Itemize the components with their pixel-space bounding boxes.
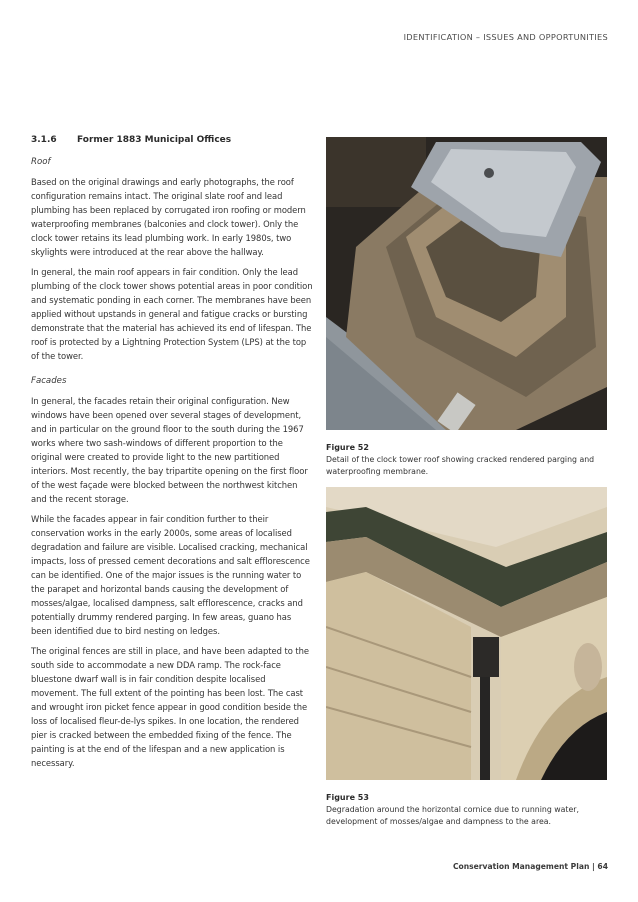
cornice-image [326,487,607,780]
figure-label: Figure 53 [326,793,369,802]
subhead-facades: Facades [31,376,67,386]
section-title: Former 1883 Municipal Offices [77,135,232,145]
clock-tower-photo [326,137,607,430]
subhead-roof: Roof [31,157,51,167]
paragraph: In general, the main roof appears in fair condition. Only the lead plumbing of the clock tower shows potential areas in poor condition and systematic ponding in each corner. The membranes have been applied without upstands in general and fatigue cracks or bursting demonstrate that the material has achieved its end of lifespan. The roof is protected by a Lightning Protection System (LPS) at the top of the tower. [31,267,313,361]
cornice-photo [326,487,607,780]
paragraph: Based on the original drawings and early photographs, the roof configuration remains intact. The original slate roof and lead plumbing has been replaced by corrugated iron roofing or modern waterproofing membranes (balconies and clock tower). Only the clock tower retains its lead plumbing work. In early 1980s, two skylights were introduced at the rear above the hallway. [31,177,306,257]
figure-53 [326,487,607,828]
section-heading [31,134,313,147]
figure-caption: Degradation around the horizontal cornice due to running water, development of mosses/algae and dampness to the area. [326,805,579,826]
body-column [31,134,313,776]
paragraph: The original fences are still in place, and have been adapted to the south side to accommodate a new DDA ramp. The rock-face bluestone dwarf wall is in fair condition despite localised movement. The full extent of the pointing has been lost. The cast and wrought iron picket fence appear in good condition beside the loss of localised fleur-de-lys spikes. In one location, the rendered pier is cracked between the embedded fixing of the fence. The painting is at the end of the lifespan and a new application is necessary. [31,646,309,768]
paragraph: In general, the facades retain their original configuration. New windows have been opened over several stages of development, and in particular on the ground floor to the south during the 1967 works where two sash-windows of different proportion to the original were created to provide light to the new partitioned interiors. Most recently, the bay tripartite opening on the first floor of the west façade were blocked between the northwest kitchen and the recent storage. [31,396,308,504]
figure-caption: Detail of the clock tower roof showing cracked rendered parging and waterproofing membrane. [326,455,595,476]
paragraph: While the facades appear in fair condition further to their conservation works in the early 2000s, some areas of localised degradation and failure are visible. Localised cracking, mechanical impacts, loss of pressed cement decorations and salt efflorescence can be identified. One of the major issues is the running water to the parapet and horizontal bands causing the development of mosses/algae, localised dampness, salt efflorescence, cracks and potentially drummy rendered parging. In few areas, guano has been identified due to bird nesting on ledges. [31,514,310,636]
figure-label: Figure 52 [326,443,369,452]
page-footer: Conservation Management Plan | 64 [452,862,608,871]
figure-52 [326,137,607,478]
section-number: 3.1.6 [31,135,57,145]
running-header: IDENTIFICATION – ISSUES AND OPPORTUNITIES [403,32,608,42]
clock-tower-image [326,137,607,430]
